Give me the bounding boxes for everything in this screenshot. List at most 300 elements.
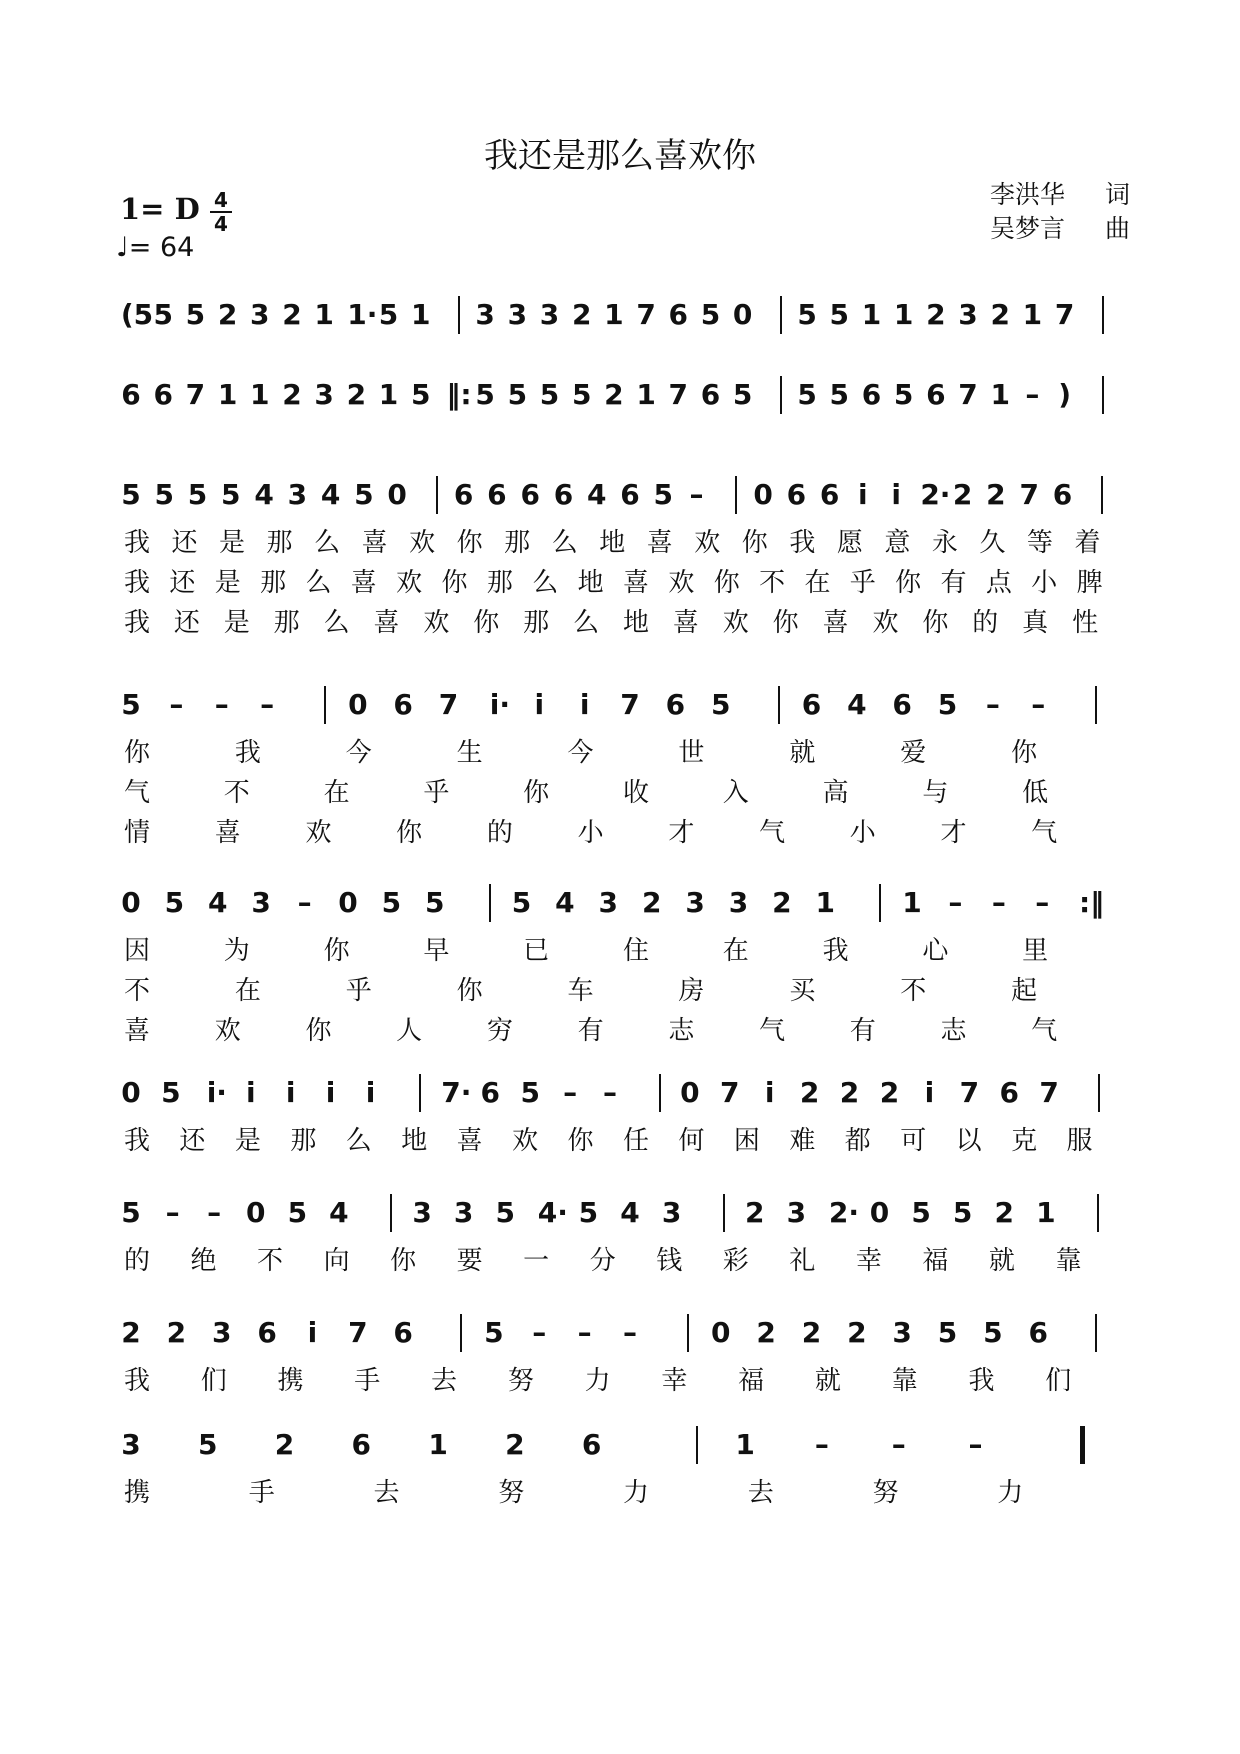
note: 2 [926,298,946,331]
lyric-char: 小 [1031,568,1058,598]
lyricist-line [990,178,1130,212]
note: 1 [636,378,656,411]
note: 5 [700,298,721,331]
note: 6 [393,688,413,721]
lyric-char: 的 [123,1246,150,1276]
lyric-char: 情 [123,818,150,848]
note: 3 [121,1428,141,1461]
note: 1 [428,1428,448,1461]
lyric-char: 就 [789,738,816,768]
note: i [325,1076,336,1109]
note: 7 [1054,298,1075,331]
note: 2· [828,1196,859,1229]
note: 2 [282,298,302,331]
lyric-char: 真 [1022,608,1049,638]
lyric-char: 今 [567,738,594,768]
lyric-char: 喜 [456,1126,483,1156]
lyric-char: 你 [390,1246,417,1276]
lyric-char: 向 [323,1246,350,1276]
note: 5 [154,478,174,511]
note: 4 [208,886,228,919]
note: 1 [604,298,624,331]
note: – [1035,886,1050,919]
note: 1 [893,298,914,331]
note: 2· [920,478,951,511]
note: 5 [378,298,399,331]
lyric-char: 喜 [822,608,849,638]
bar-line [1102,296,1104,334]
lyric-char: 你 [1011,738,1038,768]
lyric-char: 去 [431,1366,458,1396]
bar-line [1080,1426,1085,1464]
lyric-char: 喜 [646,528,673,558]
lyric-char: 靠 [1055,1246,1082,1276]
note: :‖ [1078,886,1105,919]
note: 5 [198,1428,218,1461]
lyric-char: 都 [844,1126,871,1156]
lyric-char: 你 [305,1016,332,1046]
note: 6 [1028,1316,1048,1349]
note: – [623,1316,637,1349]
note: 6 [861,378,882,411]
note: ) [1058,378,1071,411]
lyric-char: 早 [423,936,450,966]
lyric-char: 我 [789,528,816,558]
lyric-char: 不 [257,1246,284,1276]
note: 3 [661,1196,682,1229]
lyric-char: 手 [248,1478,275,1508]
note: 7 [720,1076,740,1109]
lyric-char: 是 [234,1126,261,1156]
lyric-char: 努 [507,1366,534,1396]
note: 2 [801,1316,822,1349]
lyric-char: 欢 [423,608,450,638]
note: 6 [801,688,822,721]
note: 3 [314,378,334,411]
song-title: 我还是那么喜欢你 [484,136,756,176]
lyric-char: 礼 [789,1246,816,1276]
meter-top: 4 [214,188,228,212]
note: 5 [937,1316,958,1349]
bar-line [458,296,460,334]
note: – [1031,688,1046,721]
lyric-char: 不 [759,568,786,598]
note: 4 [329,1196,349,1229]
lyric-char: 喜 [214,818,241,848]
note: 6 [926,378,946,411]
lyric-char: 分 [589,1246,616,1276]
note: 4· [537,1196,568,1229]
lyric-char: 乎 [849,568,876,598]
note: – [991,886,1006,919]
lyric-char: 有 [940,568,967,598]
note: 1 [1022,298,1043,331]
lyric-char: 才 [940,818,967,848]
lyric-char: 你 [713,568,740,598]
lyric-char: 那 [523,608,550,638]
note: 2 [121,1316,141,1349]
note: 0 [121,886,141,919]
note: 0 [680,1076,700,1109]
lyric-char: 携 [123,1478,150,1508]
lyric-char: 地 [577,568,604,598]
note: 7 [958,378,978,411]
note: – [563,1076,578,1109]
lyric-char: 欢 [396,568,423,598]
note: 6 [819,478,840,511]
note: 2 [274,1428,295,1461]
note: 5 [121,688,141,721]
note: 1 [990,378,1010,411]
note: 1 [217,378,238,411]
lyric-char: 那 [486,568,513,598]
note: 3 [250,298,270,331]
note: 6 [121,378,141,411]
note: 5 [354,478,374,511]
bar-line [460,1314,462,1352]
lyric-char: 与 [922,778,949,808]
lyric-char: 是 [219,528,246,558]
lyric-char: 携 [277,1366,304,1396]
lyric-char: 喜 [350,568,377,598]
note: 5 [484,1316,504,1349]
lyric-char: 你 [741,528,768,558]
lyric-char: 在 [722,936,749,966]
lyric-char: 不 [900,976,927,1006]
lyric-char: 么 [345,1126,372,1156]
note: – [214,688,229,721]
note: 2 [756,1316,776,1349]
lyric-char: 气 [1031,818,1058,848]
note: 5 [495,1196,515,1229]
lyric-char: 地 [401,1126,428,1156]
lyric-char: 你 [772,608,799,638]
lyric-char: 努 [872,1478,899,1508]
note: 5 [797,378,817,411]
note: 3 [251,886,271,919]
note: 7· [441,1076,472,1109]
credits [990,178,1130,246]
lyric-char: 还 [179,1126,206,1156]
lyric-char: 们 [200,1366,227,1396]
lyric-char: 人 [396,1016,423,1046]
lyric-char: 志 [668,1016,695,1046]
lyric-char: 可 [900,1126,927,1156]
lyric-char: 房 [678,976,705,1006]
bar-line [687,1314,689,1352]
note: 6 [453,478,474,511]
note: 6 [668,298,689,331]
note: 3 [412,1196,432,1229]
note: 3 [475,298,495,331]
note: 7 [438,688,459,721]
note: 5 [983,1316,1003,1349]
lyric-char: 钱 [656,1246,683,1276]
note: i· [206,1076,227,1109]
lyric-char: 小 [849,818,876,848]
note: 4 [847,688,867,721]
note: 2 [994,1196,1014,1229]
lyric-char: 你 [441,568,468,598]
lyric-char: 起 [1011,976,1038,1006]
lyric-char: 已 [523,936,550,966]
note: 7 [668,378,689,411]
lyric-char: 在 [234,976,261,1006]
note: 4 [254,478,274,511]
note: 6 [1052,478,1073,511]
note: 0 [387,478,407,511]
lyric-char: 脾 [1076,568,1103,598]
note: 5 [287,1196,308,1229]
note: 6 [487,478,507,511]
lyric-char: 是 [223,608,250,638]
lyric-char: 就 [814,1366,841,1396]
lyric-char: 手 [354,1366,381,1396]
bar-line [696,1426,698,1464]
bar-line [390,1194,392,1232]
note: 2 [604,378,624,411]
note: 2 [772,886,792,919]
lyric-char: 气 [759,1016,786,1046]
lyric-char: 困 [733,1126,760,1156]
note: 2 [879,1076,900,1109]
lyric-char: 要 [456,1246,483,1276]
note: 5 [511,886,532,919]
note: 1 [902,886,922,919]
note: 4 [555,886,575,919]
bar-line [489,884,491,922]
note: 5 [381,886,402,919]
lyric-char: 还 [169,568,196,598]
note: 2 [986,478,1006,511]
note: – [891,1428,906,1461]
note: 5 [539,378,560,411]
note: 7 [620,688,640,721]
lyric-char: 力 [997,1478,1024,1508]
note: 3 [507,298,528,331]
note: i [245,1076,256,1109]
lyric-char: 性 [1072,608,1099,638]
bar-line [778,686,780,724]
lyric-char: 在 [323,778,350,808]
note: 6 [257,1316,277,1349]
composer-name: 吴梦言 [990,214,1066,243]
lyric-char: 志 [940,1016,967,1046]
lyric-char: 你 [123,738,150,768]
lyric-char: 么 [305,568,332,598]
note: – [207,1196,222,1229]
note: 0 [753,478,773,511]
lyric-char: 不 [123,976,150,1006]
tempo-mark: ♩= 64 [116,232,195,263]
note: 6 [520,478,540,511]
note: 3 [958,298,978,331]
lyric-char: 么 [314,528,341,558]
lyric-char: 绝 [190,1246,217,1276]
composer-line [990,212,1130,246]
lyric-char: 永 [931,528,958,558]
lyric-char: 喜 [373,608,400,638]
note: 5 [571,378,592,411]
bar-line [436,476,438,514]
lyric-char: 低 [1022,778,1049,808]
note: – [577,1316,592,1349]
note: 1 [735,1428,755,1461]
bar-line [780,376,782,414]
note: i [891,478,901,511]
note: 5 [221,478,241,511]
note: 1 [815,886,835,919]
lyric-char: 你 [922,608,949,638]
lyric-char: 久 [979,528,1006,558]
lyric-char: 地 [599,528,626,558]
lyric-char: 气 [759,818,786,848]
note: – [165,1196,180,1229]
bar-line [723,1194,725,1232]
lyric-char: 愿 [836,528,863,558]
bar-line [1095,686,1097,724]
bar-line [1101,476,1103,514]
lyric-char: 的 [486,818,513,848]
note: 5 [797,298,817,331]
note: – [297,886,312,919]
note: 2 [282,378,302,411]
time-signature [210,190,232,234]
lyric-char: 穷 [486,1016,513,1046]
note: – [968,1428,983,1461]
note: 4 [586,478,607,511]
note: 3 [539,298,560,331]
lyric-char: 欢 [305,818,332,848]
lyric-char: 才 [668,818,695,848]
lyric-char: 我 [822,936,849,966]
note: 3 [287,478,308,511]
note: 5 [893,378,914,411]
note: 6 [892,688,912,721]
note: – [603,1076,618,1109]
lyric-char: 乎 [423,778,450,808]
lyric-char: 喜 [622,568,649,598]
note: 5 [475,378,495,411]
note: 5 [937,688,958,721]
lyric-char: 是 [214,568,241,598]
bar-line [1098,1074,1100,1112]
lyric-char: 你 [456,976,483,1006]
lyric-char: 你 [396,818,423,848]
bar-line [659,1074,661,1112]
lyric-char: 不 [223,778,250,808]
lyric-char: 我 [123,1366,150,1396]
lyricist-role: 词 [1104,180,1130,209]
lyric-char: 喜 [361,528,388,558]
lyric-char: 幸 [661,1366,688,1396]
lyric-char: 我 [123,608,150,638]
lyric-char: 欢 [722,608,749,638]
lyric-char: 你 [523,778,550,808]
note: 5 [520,1076,540,1109]
lyric-char: 福 [738,1366,765,1396]
note: 0 [348,688,368,721]
lyric-char: 去 [747,1478,774,1508]
note: 6 [480,1076,500,1109]
bar-line [735,476,737,514]
note: 7 [959,1076,980,1109]
lyric-char: 气 [1031,1016,1058,1046]
note: i [285,1076,296,1109]
lyric-char: 何 [678,1126,705,1156]
note: 2 [571,298,592,331]
note: 0 [121,1076,141,1109]
lyric-char: 我 [123,568,150,598]
lyric-char: 以 [955,1126,982,1156]
note: 2 [952,478,973,511]
lyric-char: 里 [1022,936,1049,966]
lyric-char: 么 [532,568,559,598]
note: 5 [653,478,673,511]
lyric-char: 世 [678,738,705,768]
note: 5 [578,1196,599,1229]
note: i [924,1076,935,1109]
lyric-char: 在 [804,568,831,598]
note: 5 [185,298,206,331]
note: 1 [1036,1196,1056,1229]
lyric-char: 努 [498,1478,525,1508]
note: 0 [869,1196,890,1229]
note: i [365,1076,376,1109]
note: 5 [710,688,731,721]
note: 5 [410,378,431,411]
lyric-char: 为 [223,936,250,966]
lyric-char: 还 [171,528,198,558]
note: 7 [1019,478,1039,511]
note: 2 [346,378,367,411]
lyric-char: 点 [985,568,1012,598]
lyric-char: 收 [622,778,649,808]
note: – [532,1316,547,1349]
lyric-char: 难 [789,1126,816,1156]
note: 7 [636,298,656,331]
lyric-char: 你 [473,608,500,638]
lyric-char: 那 [504,528,531,558]
note: 6 [553,478,574,511]
lyric-char: 就 [988,1246,1015,1276]
lyric-char: 一 [523,1246,550,1276]
lyric-char: 喜 [123,1016,150,1046]
note: ‖: [446,378,472,411]
note: – [1025,378,1040,411]
note: 6 [786,478,807,511]
note: 5 [952,1196,973,1229]
lyric-char: 我 [234,738,261,768]
bar-line [324,686,326,724]
lyric-char: 等 [1026,528,1053,558]
note: 1 [250,378,270,411]
lyric-char: 任 [622,1126,649,1156]
note: 3 [211,1316,232,1349]
lyric-char: 着 [1074,528,1101,558]
lyric-char: 么 [573,608,600,638]
note: i [307,1316,318,1349]
note: 6 [351,1428,372,1461]
note: 7 [348,1316,368,1349]
lyric-char: 我 [968,1366,995,1396]
lyric-char: 幸 [855,1246,882,1276]
note: 0 [246,1196,266,1229]
lyric-char: 去 [373,1478,400,1508]
note: 5 [121,478,141,511]
note: 1 [314,298,334,331]
lyric-char: 心 [922,936,949,966]
